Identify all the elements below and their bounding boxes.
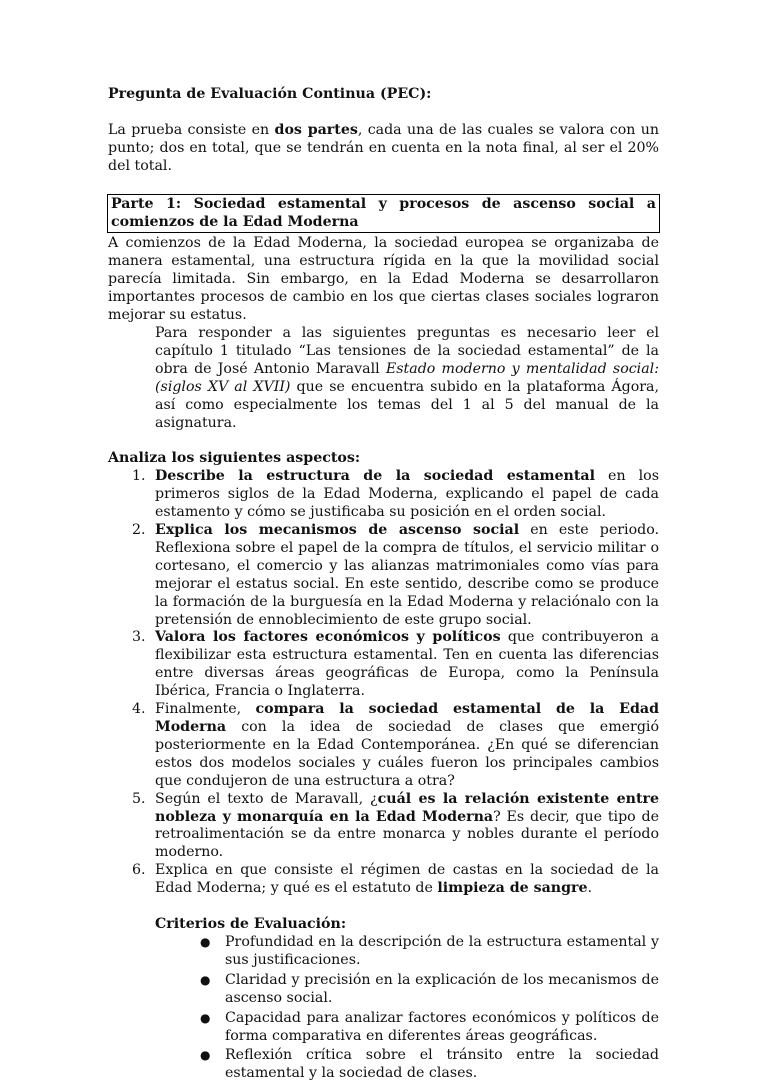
task-list	[108, 468, 659, 898]
document-page	[108, 86, 659, 1085]
task-bold: limpieza de sangre	[437, 880, 588, 897]
task-bold: compara la sociedad estamental de la Edad Moderna	[155, 701, 659, 735]
task-pre: Finalmente,	[155, 701, 256, 718]
task-bold: Valora los factores económicos y políticos	[155, 629, 501, 646]
criterio-item-3	[108, 1010, 659, 1046]
analiza-heading: Analiza los siguientes aspectos:	[108, 450, 361, 467]
criterio-text: Claridad y precisión en la explicación de los mecanismos de ascenso social.	[225, 971, 659, 1006]
task-number: 1.	[132, 468, 146, 485]
criterio-text: Reflexión crítica sobre el tránsito entre la sociedad estamental y la sociedad de clases.	[225, 1047, 659, 1082]
task-bold: cuál es la relación existente entre nobleza y monarquía en la Edad Moderna	[155, 790, 659, 825]
criterio-text: Capacidad para analizar factores económicos y políticos de forma comparativa en diferentes áreas geográficas.	[225, 1009, 659, 1044]
task-item-3	[108, 629, 659, 701]
bullet-icon: ●	[200, 1010, 211, 1025]
task-pre: Explica en que consiste el régimen de castas en la sociedad de la Edad Moderna; y qué es el estatuto de	[155, 862, 659, 897]
task-item-5	[108, 791, 659, 863]
task-pre: Según el texto de Maravall, ¿	[155, 790, 378, 807]
reading-paragraph	[155, 325, 659, 432]
criterio-text: Profundidad en la descripción de la estructura estamental y sus justificaciones.	[225, 933, 659, 968]
task-bold: Describe la estructura de la sociedad estamental	[155, 468, 596, 485]
task-post: en este periodo. Reflexiona sobre el papel de la compra de títulos, el servicio militar o cortesano, el comercio y las alianzas matrimoniales como vías para mejorar el estatus social. En este sentido, describe como se produce la formación de la burguesía en la Edad Moderna y relaciónalo con la pretensión de ennoblecimiento de este grupo social.	[155, 522, 659, 628]
book-title: Estado moderno y mentalidad social: (siglos XV al XVII)	[155, 360, 659, 395]
task-post: .	[587, 880, 593, 897]
task-item-6	[108, 862, 659, 898]
reading-text-end: que se encuentra subido en la plataforma Ágora, así como especialmente los temas del 1 al 5 del manual de la asignatura.	[155, 378, 659, 431]
task-post: ? Es decir, que tipo de retroalimentación se da entre monarca y nobles durante el período moderno.	[155, 808, 659, 861]
intro-text-bold: dos partes	[274, 121, 358, 138]
criterio-item-1	[108, 934, 659, 970]
task-post: con la idea de sociedad de clases que emergió posteriormente en la Edad Contemporánea. ¿En qué se diferencian estos dos modelos sociales y cuáles fueron los principales cambios que condujeron de una estructura a otra?	[155, 719, 659, 789]
part1-heading: Parte 1: Sociedad estamental y procesos de ascenso social a comienzos de la Edad Moderna	[111, 195, 656, 230]
criterios-list	[108, 934, 659, 1083]
task-number: 6.	[132, 862, 146, 879]
document-title: Pregunta de Evaluación Continua (PEC):	[108, 86, 432, 102]
intro-paragraph	[108, 122, 659, 176]
task-item-1	[108, 468, 659, 522]
task-item-2	[108, 522, 659, 629]
bullet-icon: ●	[200, 1048, 211, 1063]
intro-text-end: , cada una de las cuales se valora con un punto; dos en total, que se tendrán en cuenta en la nota final, al ser el 20% del total.	[108, 121, 659, 174]
bullet-icon: ●	[200, 934, 211, 949]
intro-text-start: La prueba consiste en	[108, 121, 275, 138]
part1-heading-box	[107, 194, 660, 234]
task-number: 3.	[132, 629, 146, 646]
reading-text-start: Para responder a las siguientes preguntas es necesario leer el capítulo 1 titulado “Las tensiones de la sociedad estamental” de la obra de José Antonio Maravall	[155, 324, 659, 377]
task-number: 2.	[132, 522, 146, 539]
task-number: 4.	[132, 701, 146, 718]
criterio-item-2	[108, 972, 659, 1008]
task-bold: Explica los mecanismos de ascenso social	[155, 522, 520, 539]
context-paragraph: A comienzos de la Edad Moderna, la sociedad europea se organizaba de manera estamental, una estructura rígida en la que la movilidad social parecía limitada. Sin embargo, en la Edad Moderna se desarrollaron importantes procesos de cambio en los que ciertas clases sociales lograron mejorar su estatus.	[108, 235, 659, 324]
task-post: que contribuyeron a flexibilizar esta estructura estamental. Ten en cuenta las diferencias entre diversas áreas geográficas de Europa, como la Península Ibérica, Francia o Inglaterra.	[155, 629, 659, 700]
task-item-4	[108, 701, 659, 791]
task-number: 5.	[132, 790, 146, 807]
task-post: en los primeros siglos de la Edad Moderna, explicando el papel de cada estamento y cómo se justificaba su posición en el orden social.	[155, 468, 659, 521]
criterio-item-4	[108, 1047, 659, 1083]
criterios-heading: Criterios de Evaluación:	[155, 916, 347, 933]
bullet-icon: ●	[200, 972, 211, 987]
